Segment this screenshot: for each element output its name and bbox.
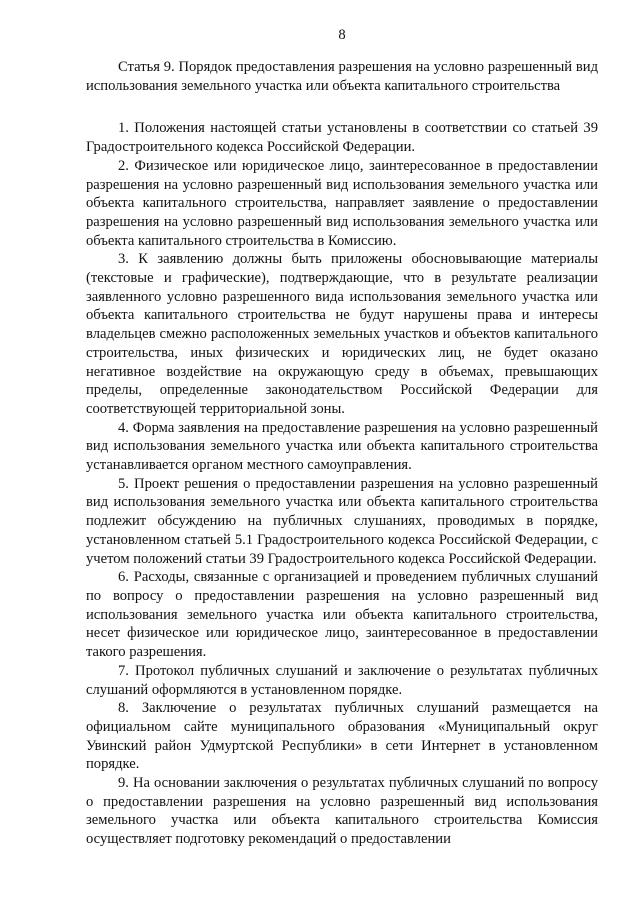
paragraph-2: 2. Физическое или юридическое лицо, заинтересованное в предоставлении разрешения на условно разрешенный вид использования земельного участка или объекта капитального строительства, направляет заявление о предоставлении разрешения на условно разрешенный вид использования земельного участка или объекта капитального строительства в Комиссию.	[86, 157, 598, 249]
article-title: Статья 9. Порядок предоставления разрешения на условно разрешенный вид использования земельного участка или объекта капитального строительства	[86, 59, 598, 94]
paragraph-7: 7. Протокол публичных слушаний и заключение о результатах публичных слушаний оформляются в установленном порядке.	[86, 662, 598, 698]
paragraph-8: 8. Заключение о результатах публичных слушаний размещается на официальном сайте муниципального образования «Муниципальный округ Увинский район Удмуртской Республики» в сети Интернет в установленном порядке.	[86, 700, 598, 773]
paragraph-1: 1. Положения настоящей статьи установлены в соответствии со статьей 39 Градостроительного кодекса Российской Федерации.	[86, 120, 598, 156]
page-number: 8	[338, 27, 346, 43]
document-page	[86, 26, 598, 849]
paragraph-4: 4. Форма заявления на предоставление разрешения на условно разрешенный вид использования земельного участка или объекта капитального строительства устанавливается органом местного самоуправления.	[86, 419, 598, 474]
paragraph-9: 9. На основании заключения о результатах публичных слушаний по вопросу о предоставлении разрешения на условно разрешенный вид использования земельного участка или объекта капитального строительства Комиссия осуществляет подготовку рекомендаций о предоставлении	[86, 775, 598, 848]
paragraph-5: 5. Проект решения о предоставлении разрешения на условно разрешенный вид использования земельного участка или объекта капитального строительства подлежит обсуждению на публичных слушаниях, проводимых в порядке, установленном статьей 5.1 Градостроительного кодекса Российской Федерации, с учетом положений статьи 39 Градостроительного кодекса Российской Федерации.	[86, 475, 598, 567]
paragraph-6: 6. Расходы, связанные с организацией и проведением публичных слушаний по вопросу о предоставлении разрешения на условно разрешенный вид использования земельного участка или объекта капитального строительства, несет физическое или юридическое лицо, заинтересованное в предоставлении такого разрешения.	[86, 569, 598, 661]
paragraph-3: 3. К заявлению должны быть приложены обосновывающие материалы (текстовые и графические), подтверждающие, что в результате реализации заявленного условно разрешенного вида использования земельного участка или объекта капитального строительства не будут нарушены права и интересы владельцев смежно расположенных земельных участков и объектов капитального строительства, иных физических и юридических лиц, не будет оказано негативное воздействие на окружающую среду в объемах, превышающих пределы, определенные законодательством Российской Федерации для соответствующей территориальной зоны.	[86, 251, 598, 417]
